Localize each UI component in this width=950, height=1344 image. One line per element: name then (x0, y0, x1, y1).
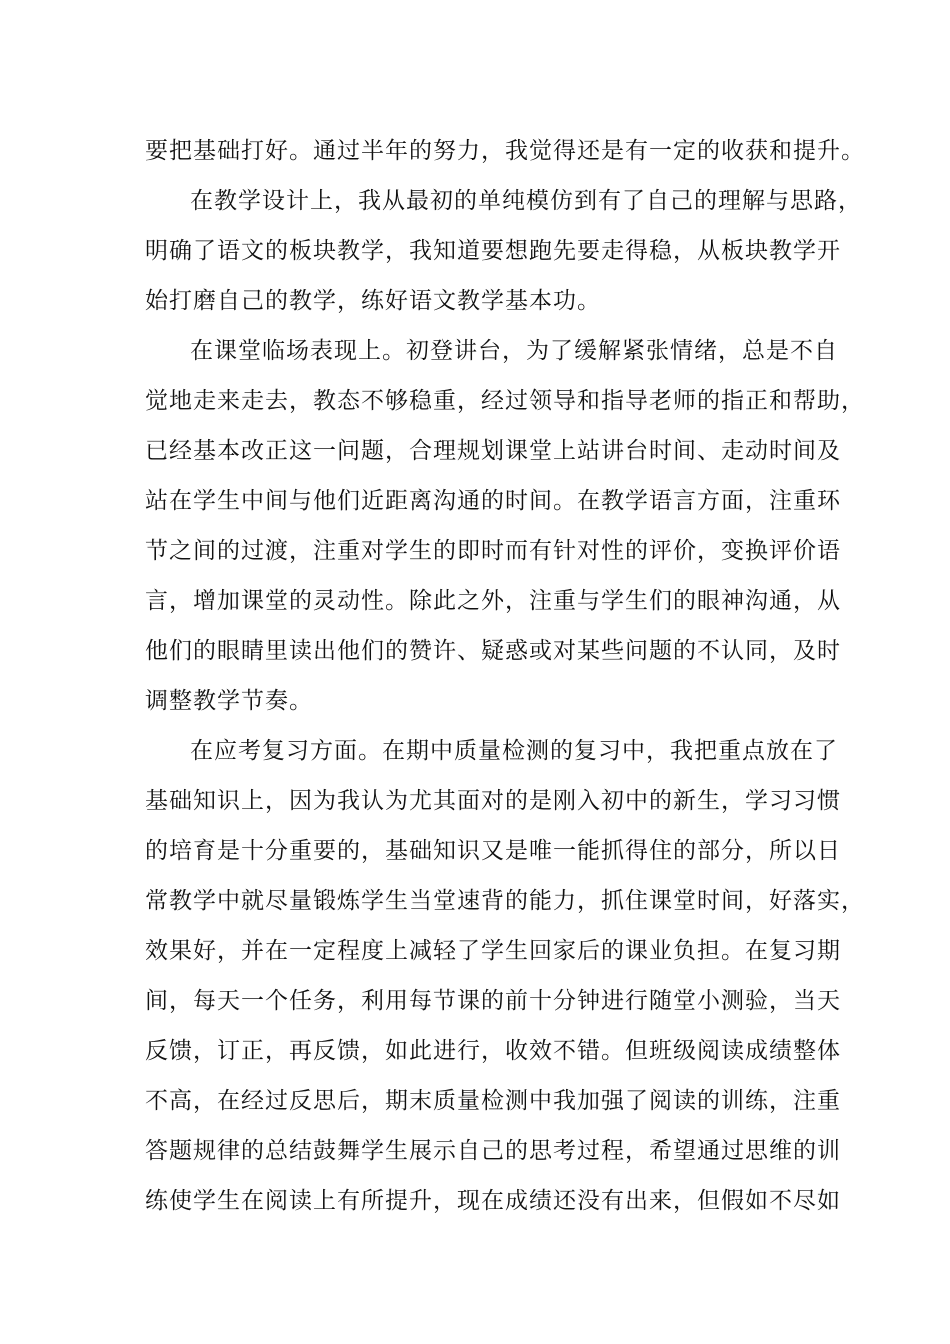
text-line: 在教学设计上，我从最初的单纯模仿到有了自己的理解与思路， (190, 188, 862, 214)
text-line: 节之间的过渡，注重对学生的即时而有针对性的评价，变换评价语 (145, 538, 841, 564)
text-line: 练使学生在阅读上有所提升，现在成绩还没有出来，但假如不尽如 (145, 1188, 841, 1214)
text-line: 明确了语文的板块教学，我知道要想跑先要走得稳，从板块教学开 (145, 238, 841, 264)
text-line: 要把基础打好。通过半年的努力，我觉得还是有一定的收获和提升。 (145, 138, 865, 164)
text-line: 常教学中就尽量锻炼学生当堂速背的能力，抓住课堂时间，好落实， (145, 888, 865, 914)
text-line: 调整教学节奏。 (145, 688, 313, 714)
text-line: 始打磨自己的教学，练好语文教学基本功。 (145, 288, 601, 314)
text-line: 言，增加课堂的灵动性。除此之外，注重与学生们的眼神沟通，从 (145, 588, 841, 614)
text-line: 反馈，订正，再反馈，如此进行，收效不错。但班级阅读成绩整体 (145, 1038, 841, 1064)
text-line: 他们的眼睛里读出他们的赞许、疑惑或对某些问题的不认同，及时 (145, 638, 841, 664)
text-line: 觉地走来走去，教态不够稳重，经过领导和指导老师的指正和帮助， (145, 388, 865, 414)
text-line: 已经基本改正这一问题，合理规划课堂上站讲台时间、走动时间及 (145, 438, 841, 464)
text-line: 间，每天一个任务，利用每节课的前十分钟进行随堂小测验，当天 (145, 988, 841, 1014)
text-line: 的培育是十分重要的，基础知识又是唯一能抓得住的部分，所以日 (145, 838, 841, 864)
text-line: 不高，在经过反思后，期末质量检测中我加强了阅读的训练，注重 (145, 1088, 841, 1114)
text-line: 效果好，并在一定程度上减轻了学生回家后的课业负担。在复习期 (145, 938, 841, 964)
text-line: 站在学生中间与他们近距离沟通的时间。在教学语言方面，注重环 (145, 488, 841, 514)
text-line: 在应考复习方面。在期中质量检测的复习中，我把重点放在了 (190, 738, 838, 764)
text-line: 基础知识上，因为我认为尤其面对的是刚入初中的新生，学习习惯 (145, 788, 841, 814)
text-line: 在课堂临场表现上。初登讲台，为了缓解紧张情绪，总是不自 (190, 338, 838, 364)
text-line: 答题规律的总结鼓舞学生展示自己的思考过程，希望通过思维的训 (145, 1138, 841, 1164)
